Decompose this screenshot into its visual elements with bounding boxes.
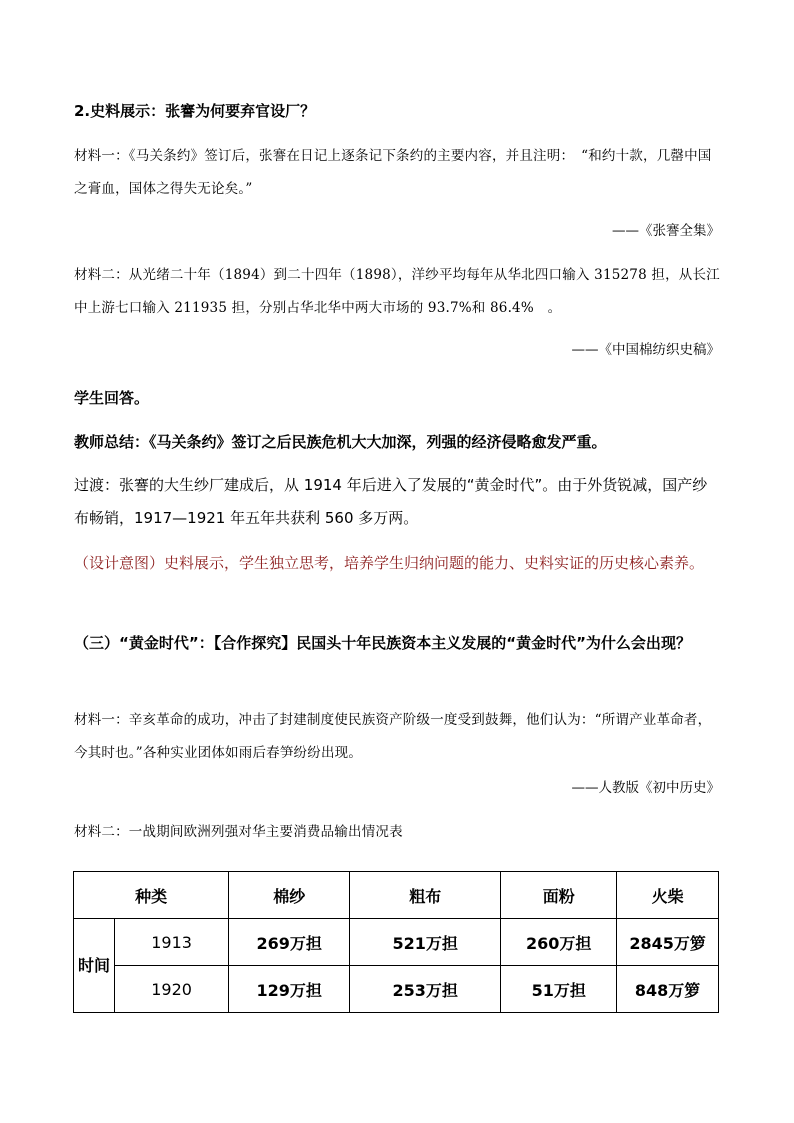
table-cell: 848万箩 <box>617 966 719 1013</box>
year-cell: 1913 <box>115 919 229 966</box>
material-2-source: ——《中国棉纺织史稿》 <box>571 342 720 358</box>
table-header-cell: 火柴 <box>617 872 719 919</box>
table-header-row <box>74 872 719 919</box>
transition-paragraph: 过渡：张謇的大生纱厂建成后，从 1914 年后进入了发展的“黄金时代”。由于外货锐减，国产纱布畅销，1917—1921 年五年共获利 560 多万两。 <box>74 476 708 527</box>
material-3-text: 材料一：辛亥革命的成功，冲击了封建制度使民族资产阶级一度受到鼓舞，他们认为：“所谓产业革命者，今其时也。”各种实业团体如雨后春笋纷纷出现。 <box>74 712 712 761</box>
section-3-title: （三）“黄金时代”：【合作探究】民国头十年民族资本主义发展的“黄金时代”为什么会出现？ <box>74 634 691 652</box>
material-4-title: 材料二：一战期间欧洲列强对华主要消费品输出情况表 <box>74 824 403 840</box>
year-cell: 1920 <box>115 966 229 1013</box>
consumer-goods-table <box>73 871 719 1013</box>
material-2-text: 材料二：从光绪二十年（1894）到二十四年（1898），洋纱平均每年从华北四口输入 315278 担，从长江中上游七口输入 211935 担，分别占华北华中两大市场的 93.7%和 86.4% 。 <box>74 267 720 316</box>
table-row <box>74 966 719 1013</box>
table-cell: 521万担 <box>350 919 501 966</box>
table-cell: 51万担 <box>501 966 617 1013</box>
table-cell: 269万担 <box>229 919 350 966</box>
table-header-cell: 粗布 <box>350 872 501 919</box>
material-3-source: ——人教版《初中历史》 <box>571 780 720 796</box>
student-answer: 学生回答。 <box>74 389 150 407</box>
material-1-text: 材料一：《马关条约》签订后，张謇在日记上逐条记下条约的主要内容，并且注明： “和约十款，几罄中国之膏血，国体之得失无论矣。” <box>74 148 712 197</box>
material-1-source: ——《张謇全集》 <box>612 223 720 239</box>
table-row <box>74 919 719 966</box>
teacher-summary: 教师总结：《马关条约》签订之后民族危机大大加深，列强的经济侵略愈发严重。 <box>74 433 607 451</box>
table-header-cell: 面粉 <box>501 872 617 919</box>
time-row-label: 时间 <box>74 919 115 1013</box>
table-header-cell: 种类 <box>74 872 229 919</box>
design-intent: （设计意图）史料展示，学生独立思考，培养学生归纳问题的能力、史料实证的历史核心素养。 <box>74 554 705 572</box>
table-cell: 260万担 <box>501 919 617 966</box>
table-cell: 253万担 <box>350 966 501 1013</box>
table-cell: 2845万箩 <box>617 919 719 966</box>
question-2-title: 2.史料展示：张謇为何要弃官设厂？ <box>74 102 316 120</box>
table-header-cell: 棉纱 <box>229 872 350 919</box>
table-cell: 129万担 <box>229 966 350 1013</box>
